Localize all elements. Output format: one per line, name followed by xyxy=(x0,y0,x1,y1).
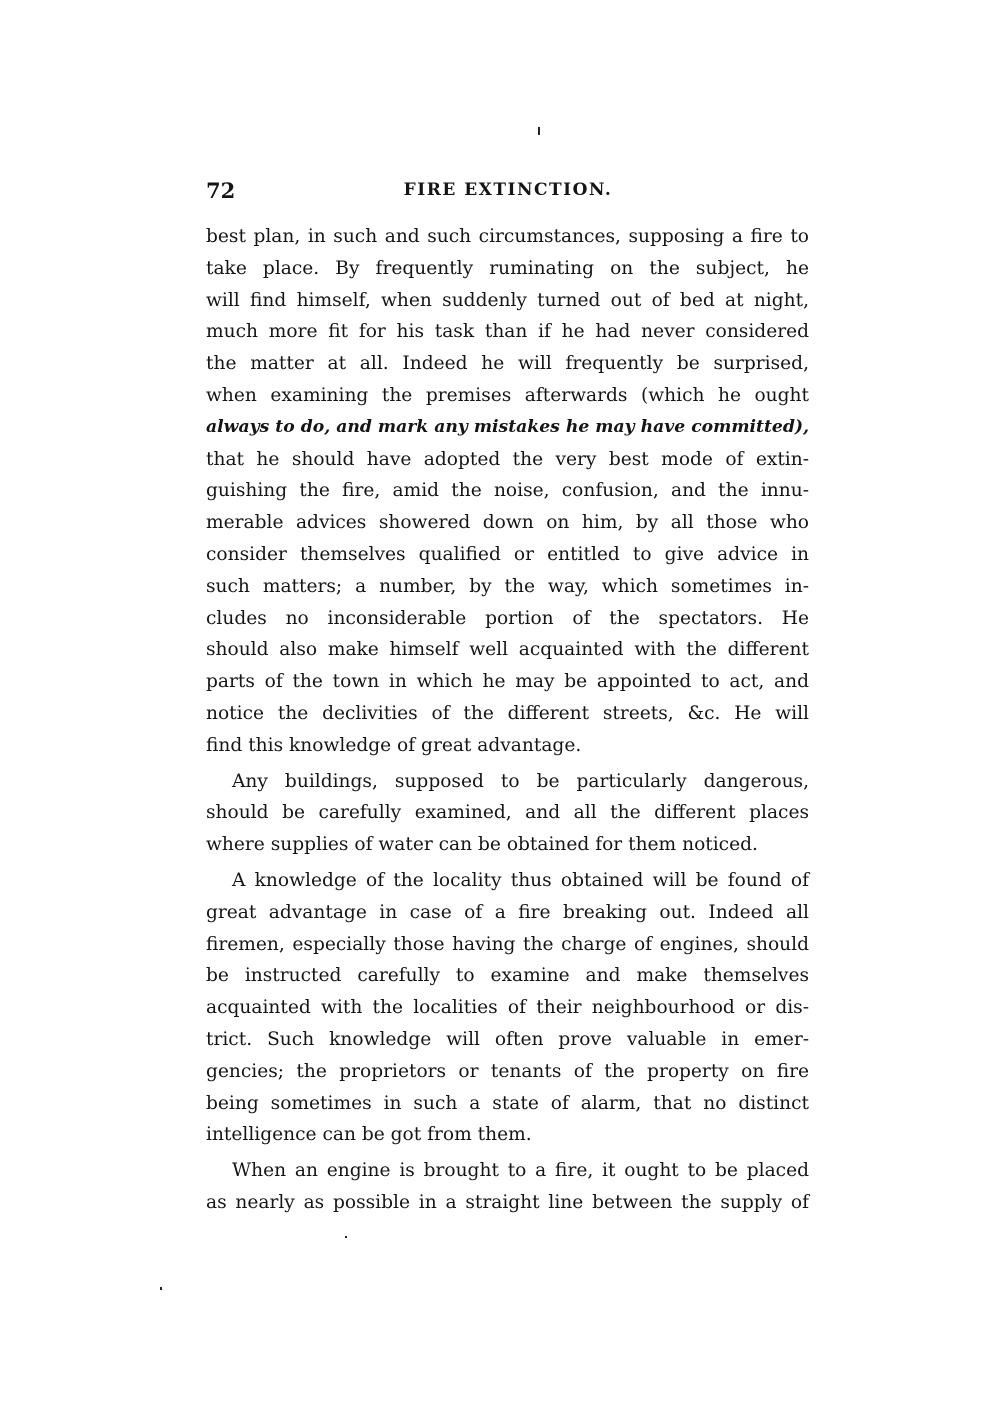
text-line: parts of the town in which he may be appointed to act, and xyxy=(206,671,809,693)
text-line: that he should have adopted the very best mode of extin- xyxy=(206,448,809,470)
text-line: take place. By frequently ruminating on the subject, he xyxy=(206,257,809,279)
ink-speck-top xyxy=(538,127,540,135)
paragraph-3 xyxy=(206,865,809,1151)
text-line: merable advices showered down on him, by all those who xyxy=(206,512,809,534)
text-line: notice the declivities of the different streets, &c. He will xyxy=(206,702,809,724)
running-title: FIRE EXTINCTION. xyxy=(403,180,613,200)
text-line: great advantage in case of a fire breaking out. Indeed all xyxy=(206,901,809,923)
ink-speck-margin xyxy=(160,1287,162,1290)
text-line: Any buildings, supposed to be particularly dangerous, xyxy=(232,770,809,792)
text-line: When an engine is brought to a fire, it ought to be placed xyxy=(232,1160,809,1182)
body-text xyxy=(206,221,809,1219)
text-line: consider themselves qualified or entitled to give advice in xyxy=(206,543,809,565)
paragraph-1 xyxy=(206,221,809,762)
text-line: intelligence can be got from them. xyxy=(206,1124,532,1146)
text-line: where supplies of water can be obtained for them noticed. xyxy=(206,834,758,856)
text-line: find this knowledge of great advantage. xyxy=(206,734,582,756)
paragraph-2 xyxy=(206,766,809,861)
text-line: should also make himself well acquainted with the different xyxy=(206,639,809,661)
text-line: as nearly as possible in a straight line between the supply of xyxy=(206,1191,809,1213)
text-line-italic: always to do, and mark any mistakes he may have committed), xyxy=(206,416,809,437)
text-line: firemen, especially those having the charge of engines, should xyxy=(206,933,809,955)
text-line: best plan, in such and such circumstances, supposing a fire to xyxy=(206,226,809,247)
text-line: gencies; the proprietors or tenants of the property on fire xyxy=(206,1060,809,1082)
text-line: being sometimes in such a state of alarm, that no distinct xyxy=(206,1092,809,1114)
text-line: trict. Such knowledge will often prove valuable in emer- xyxy=(206,1028,809,1050)
page-header xyxy=(206,178,810,204)
text-line: will find himself, when suddenly turned out of bed at night, xyxy=(206,289,809,311)
text-line: cludes no inconsiderable portion of the spectators. He xyxy=(206,607,809,629)
text-line: when examining the premises afterwards (which he ought xyxy=(206,384,809,406)
page-number: 72 xyxy=(206,178,236,203)
text-line: much more fit for his task than if he had never considered xyxy=(206,321,809,343)
text-line: be instructed carefully to examine and make themselves xyxy=(206,965,809,987)
paragraph-4 xyxy=(206,1155,809,1219)
text-line: should be carefully examined, and all the different places xyxy=(206,802,809,824)
text-line: acquainted with the localities of their neighbourhood or dis- xyxy=(206,997,809,1019)
text-line: the matter at all. Indeed he will frequently be surprised, xyxy=(206,353,809,375)
ink-speck-lower xyxy=(345,1236,347,1238)
text-line: guishing the fire, amid the noise, confusion, and the innu- xyxy=(206,480,809,502)
text-line: such matters; a number, by the way, which sometimes in- xyxy=(206,575,809,597)
text-line: A knowledge of the locality thus obtained will be found of xyxy=(232,869,809,891)
